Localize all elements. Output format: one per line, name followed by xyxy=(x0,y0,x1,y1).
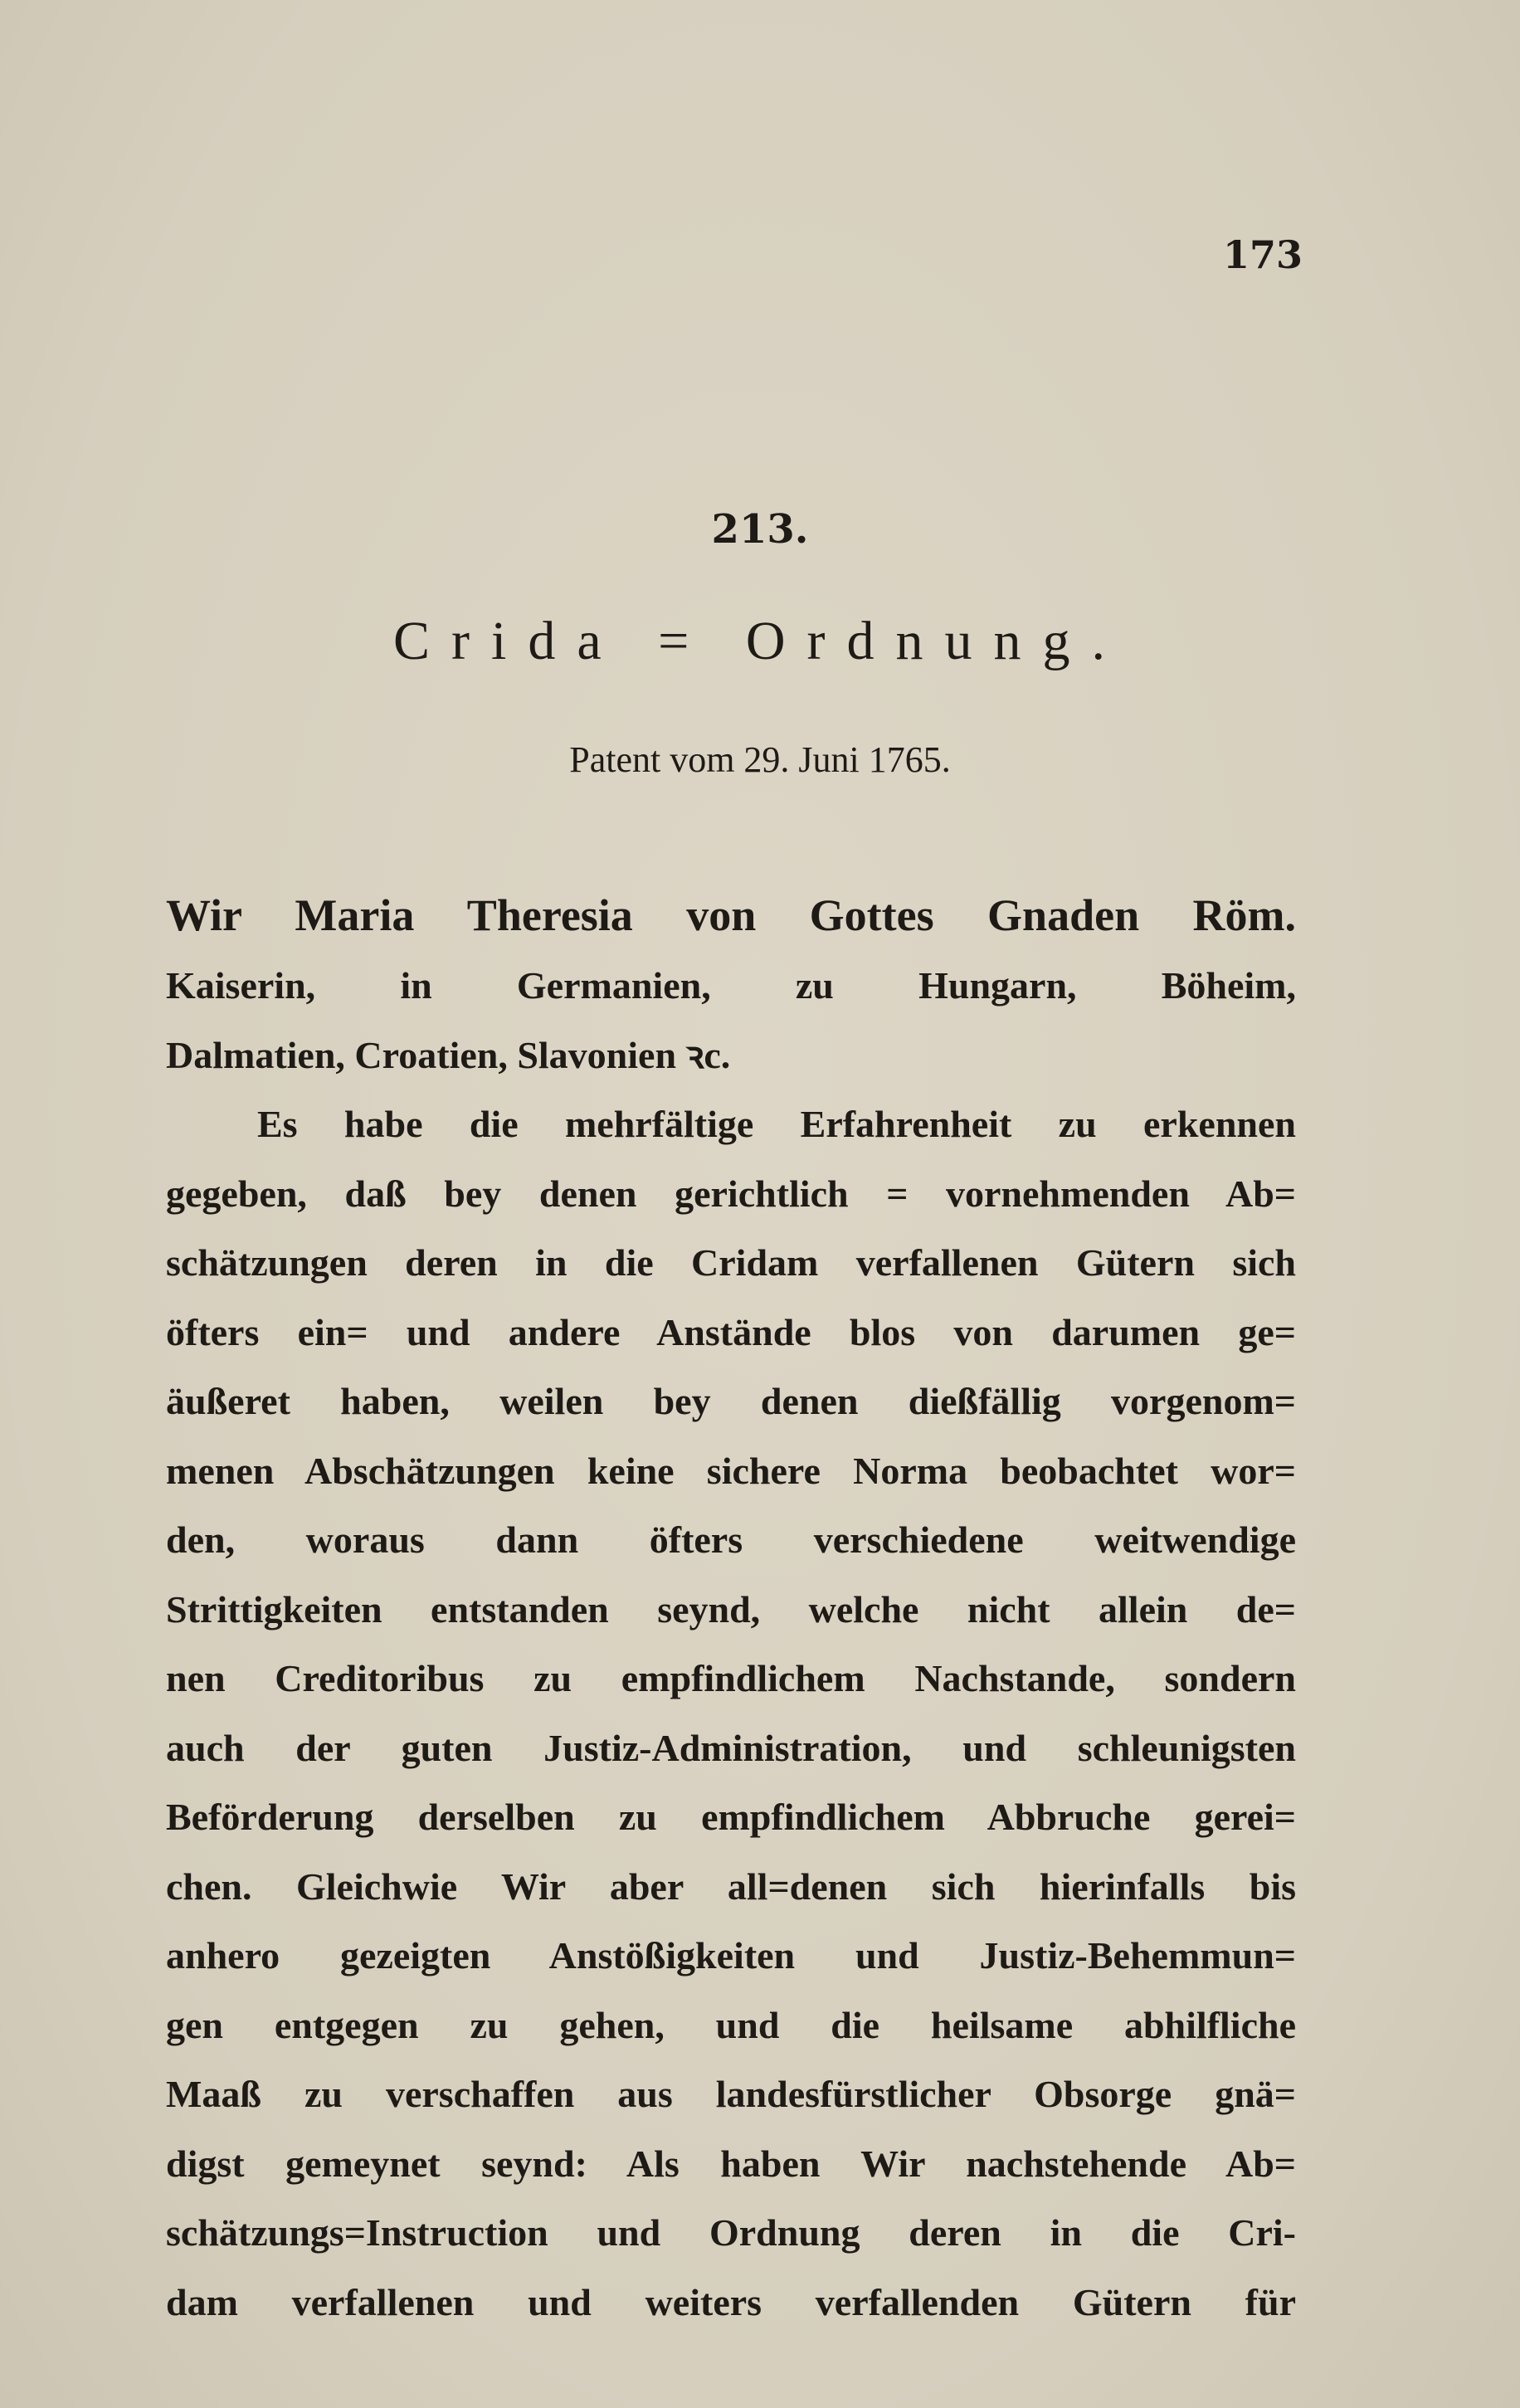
text-line: auch der guten Justiz-Administration, und schleunigsten xyxy=(166,1726,1296,1769)
text-line: anhero gezeigten Anstößigkeiten und Justiz-Behemmun= xyxy=(166,1934,1296,1977)
text-line: gegeben, daß bey denen gerichtlich = vornehmenden Ab= xyxy=(166,1172,1296,1215)
text-line: schätzungen deren in die Cridam verfallenen Gütern sich xyxy=(166,1241,1296,1284)
text-line: Kaiserin, in Germanien, zu Hungarn, Böheim, xyxy=(166,964,1296,1007)
subtitle: Patent vom 29. Juni 1765. xyxy=(569,739,951,780)
text-line: äußeret haben, weilen bey denen dießfällig vorgenom= xyxy=(166,1380,1296,1422)
text-line: öfters ein= und andere Anstände blos von darumen ge= xyxy=(166,1310,1296,1353)
text-line: gen entgegen zu gehen, und die heilsame abhilfliche xyxy=(166,2003,1296,2046)
text-line: den, woraus dann öfters verschiedene weitwendige xyxy=(166,1518,1296,1561)
text-line: schätzungs=Instruction und Ordnung deren in die Cri- xyxy=(166,2211,1296,2254)
text-line: Strittigkeiten entstanden seynd, welche nicht allein de= xyxy=(166,1587,1296,1631)
body-text xyxy=(166,880,1296,2337)
text-line: dam verfallenen und weiters verfallenden Gütern für xyxy=(166,2280,1296,2323)
text-line: menen Abschätzungen keine sichere Norma beobachtet wor= xyxy=(166,1449,1296,1492)
text-line: chen. Gleichwie Wir aber all=denen sich hierinfalls bis xyxy=(166,1864,1296,1908)
text-line: nen Creditoribus zu empfindlichem Nachstande, sondern xyxy=(166,1657,1296,1699)
section-number: 213. xyxy=(711,506,809,553)
text-line: Maaß zu verschaffen aus landesfürstlicher Obsorge gnä= xyxy=(166,2073,1296,2115)
text-line: Es habe die mehrfältige Erfahrenheit zu erkennen xyxy=(257,1103,1296,1145)
text-line: digst gemeynet seynd: Als haben Wir nachstehende Ab= xyxy=(166,2142,1296,2185)
page-number: 173 xyxy=(1222,232,1303,277)
text-line: Dalmatien, Croatien, Slavonien ꝛc. xyxy=(166,1033,731,1076)
text-line: Wir Maria Theresia von Gottes Gnaden Röm. xyxy=(166,890,1296,940)
text-line: Beförderung derselben zu empfindlichem Abbruche gerei= xyxy=(166,1796,1296,1838)
page-title: Crida = Ordnung. xyxy=(393,611,1127,671)
